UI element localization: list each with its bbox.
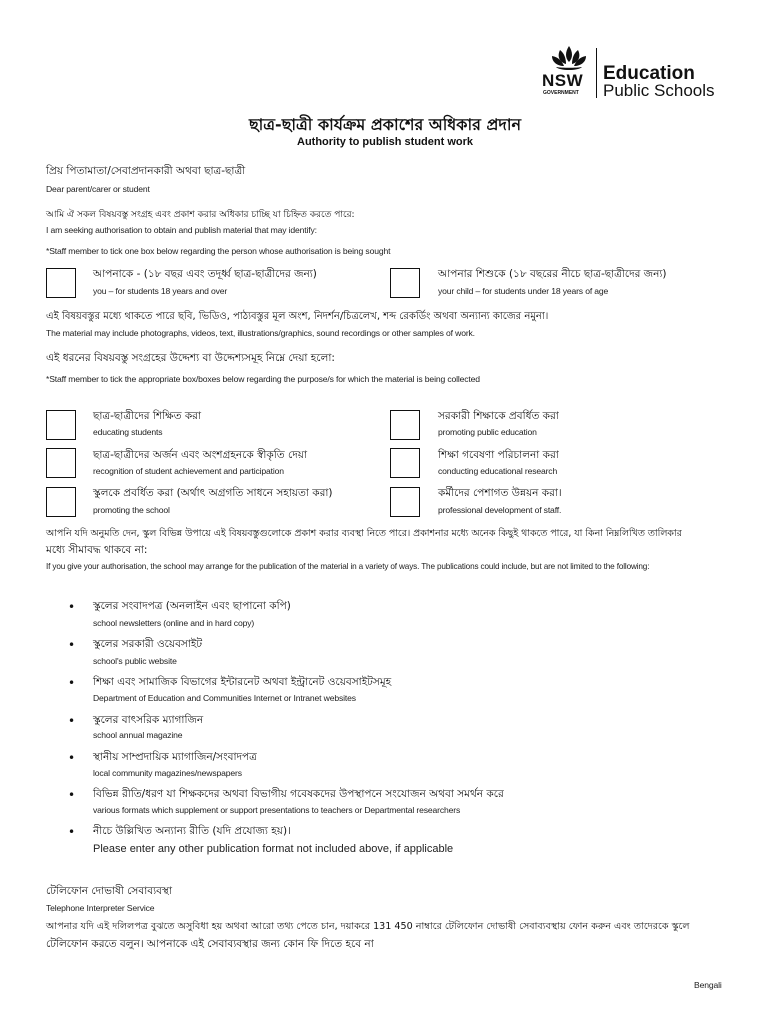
bullet: • [68,751,76,765]
footer-language: Bengali [694,980,722,990]
checkbox-professional-development[interactable] [390,487,420,517]
purpose-bn: ছাত্র-ছাত্রীদের অর্জন এবং অংশগ্রহনকে স্বীকৃতি দেয়া [93,449,308,461]
publication-bn: স্কুলের বাৎসরিক ম্যাগাজিন [93,714,204,726]
publication-en: various formats which supplement or support presentations to teachers or Departmental researchers [93,805,461,815]
page-title-en: Authority to publish student work [297,136,473,148]
option-child-bn: আপনার শিশুকে (১৮ বছরের নীচে ছাত্র-ছাত্রীদের জন্য) [438,268,667,280]
staff-note-who: *Staff member to tick one box below regarding the person whose authorisation is being sought [46,246,391,256]
purpose-en: recognition of student achievement and participation [93,466,284,476]
interpreter-text-2: টেলিফোন করতে বলুন। আপনাকে এই সেবাব্যবস্থার জন্য কোন ফি দিতে হবে না [46,938,374,950]
other-publication-field[interactable]: Please enter any other publication format not included above, if applicable [93,843,454,855]
purpose-en: promoting the school [93,505,170,515]
publication-bn: শিক্ষা এবং সামাজিক বিভাগের ইন্টারনেট অথবা ইন্ট্রানেট ওয়েবসাইটসমূহ [93,676,392,688]
bullet: • [68,825,76,839]
interpreter-heading-bn: টেলিফোন দোভাষী সেবাব্যবস্থা [46,885,172,897]
purpose-en: professional development of staff. [438,505,562,515]
bullet: • [68,714,76,728]
publication-en: school newsletters (online and in hard copy) [93,618,255,628]
seeking-en: I am seeking authorisation to obtain and publish material that may identify: [46,225,317,235]
purpose-bn: সরকারী শিক্ষাকে প্রবর্ধিত করা [438,410,559,422]
checkbox-you[interactable] [46,268,76,298]
checkbox-recognition[interactable] [46,448,76,478]
publication-en: local community magazines/newspapers [93,768,242,778]
publication-intro-en: If you give your authorisation, the school may arrange for the publication of the material in a variety of ways. The publications could include, but are not limited to the following: [46,562,650,571]
salutation-bn: প্রিয় পিতামাতা/সেবাপ্রদানকারী অথবা ছাত্র-ছাত্রী [46,165,246,177]
publication-intro-bn-1: আপনি যদি অনুমতি দেন, স্কুল বিভিন্ন উপায়ে এই বিষয়বস্তুগুলোকে প্রকাশ করার ব্যবস্থা নিতে পারে। প্রকাশনার মধ্যে অনেক কিছুই থাকতে পারে, যা কিনা নিম্নলিখিত তালিকার [46,528,682,539]
logo-divider [596,48,597,98]
logo-education: Education [603,63,695,84]
purpose-en: conducting educational research [438,466,558,476]
publication-bn: বিভিন্ন রীতি/ধরণ যা শিক্ষকদের অথবা বিভাগীয় গবেষকদের উপস্থাপনে সংযোজন অথবা সমর্থন করে [93,788,504,800]
nsw-logo [540,44,720,100]
purpose-bn: ছাত্র-ছাত্রীদের শিক্ষিত করা [93,410,201,422]
checkbox-research[interactable] [390,448,420,478]
bullet: • [68,676,76,690]
publication-bn: স্কুলের সরকারী ওয়েবসাইট [93,638,203,650]
purpose-bn: স্কুলকে প্রবর্ধিত করা (অর্থাৎ অগ্রগতি সাধনে সহায়তা করা) [93,487,333,499]
waratah-icon [546,44,592,74]
publication-bn: স্কুলের সংবাদপত্র (অনলাইন এবং ছাপানো কপি) [93,600,291,612]
checkbox-promoting-school[interactable] [46,487,76,517]
interpreter-heading-en: Telephone Interpreter Service [46,903,155,913]
purpose-en: educating students [93,427,163,437]
interpreter-text-1: আপনার যদি এই দলিলপত্র বুঝতে অসুবিধা হয় অথবা আরো তথ্য পেতে চান, দয়াকরে 131 450 নাম্বারে টেলিফোন দোভাষী সেবাব্যবস্থায় ফোন করুন এবং তাদেরকে স্কুলে [46,921,690,932]
option-child-en: your child – for students under 18 years of age [438,286,609,296]
checkbox-educating-students[interactable] [46,410,76,440]
publication-en: Department of Education and Communities Internet or Intranet websites [93,693,356,703]
option-you-en: you – for students 18 years and over [93,286,228,296]
publication-en: school annual magazine [93,730,183,740]
purpose-heading-bn: এই ধরনের বিষয়বস্তু সংগ্রহের উদ্দেশ্য বা উদ্দেশ্যসমূহ নিম্নে দেয়া হলো: [46,352,335,364]
bullet: • [68,788,76,802]
publication-bn: নীচে উল্লিখিত অন্যান্য রীতি (যদি প্রযোজ্য হয়)। [93,825,291,837]
page-title-bn: ছাত্র-ছাত্রী কার্যক্রম প্রকাশের অধিকার প্রদান [248,115,522,134]
logo-sub: GOVERNMENT [543,90,579,96]
material-en: The material may include photographs, videos, text, illustrations/graphics, sound recordings or other samples of work. [46,328,475,338]
material-bn: এই বিষয়বস্তুর মধ্যে থাকতে পারে ছবি, ভিডিও, পাঠ্যবস্তুর মূল অংশ, নিদর্শন/চিত্রলেখ, শব্দ রেকর্ডিং অথবা অন্যান্য কাজের নমুনা। [46,311,549,322]
bullet: • [68,638,76,652]
publication-intro-bn-2: মধ্যে সীমাবদ্ধ থাকবে না: [46,544,148,556]
checkbox-promoting-public-education[interactable] [390,410,420,440]
publication-bn: স্থানীয় সাম্প্রদায়িক ম্যাগাজিন/সংবাদপত্র [93,751,257,763]
staff-note-purpose: *Staff member to tick the appropriate box/boxes below regarding the purpose/s for which the material is being collected [46,374,480,384]
purpose-bn: কর্মীদের পেশাগত উন্নয়ন করা। [438,487,562,499]
bullet: • [68,600,76,614]
option-you-bn: আপনাকে - (১৮ বছর এবং তদূর্ধ্ব ছাত্র-ছাত্রীদের জন্য) [93,268,317,280]
salutation-en: Dear parent/carer or student [46,184,150,194]
purpose-bn: শিক্ষা গবেষণা পরিচালনা করা [438,449,559,461]
purpose-en: promoting public education [438,427,537,437]
checkbox-your-child[interactable] [390,268,420,298]
publication-en: school's public website [93,656,177,666]
logo-public-schools: Public Schools [603,81,715,100]
logo-mark: NSW [542,71,584,90]
seeking-bn: আমি ঐ সকল বিষয়বস্তু সংগ্রহ এবং প্রকাশ করার অধিকার চাচ্ছি যা চিহ্নিত করতে পারে: [46,210,355,220]
